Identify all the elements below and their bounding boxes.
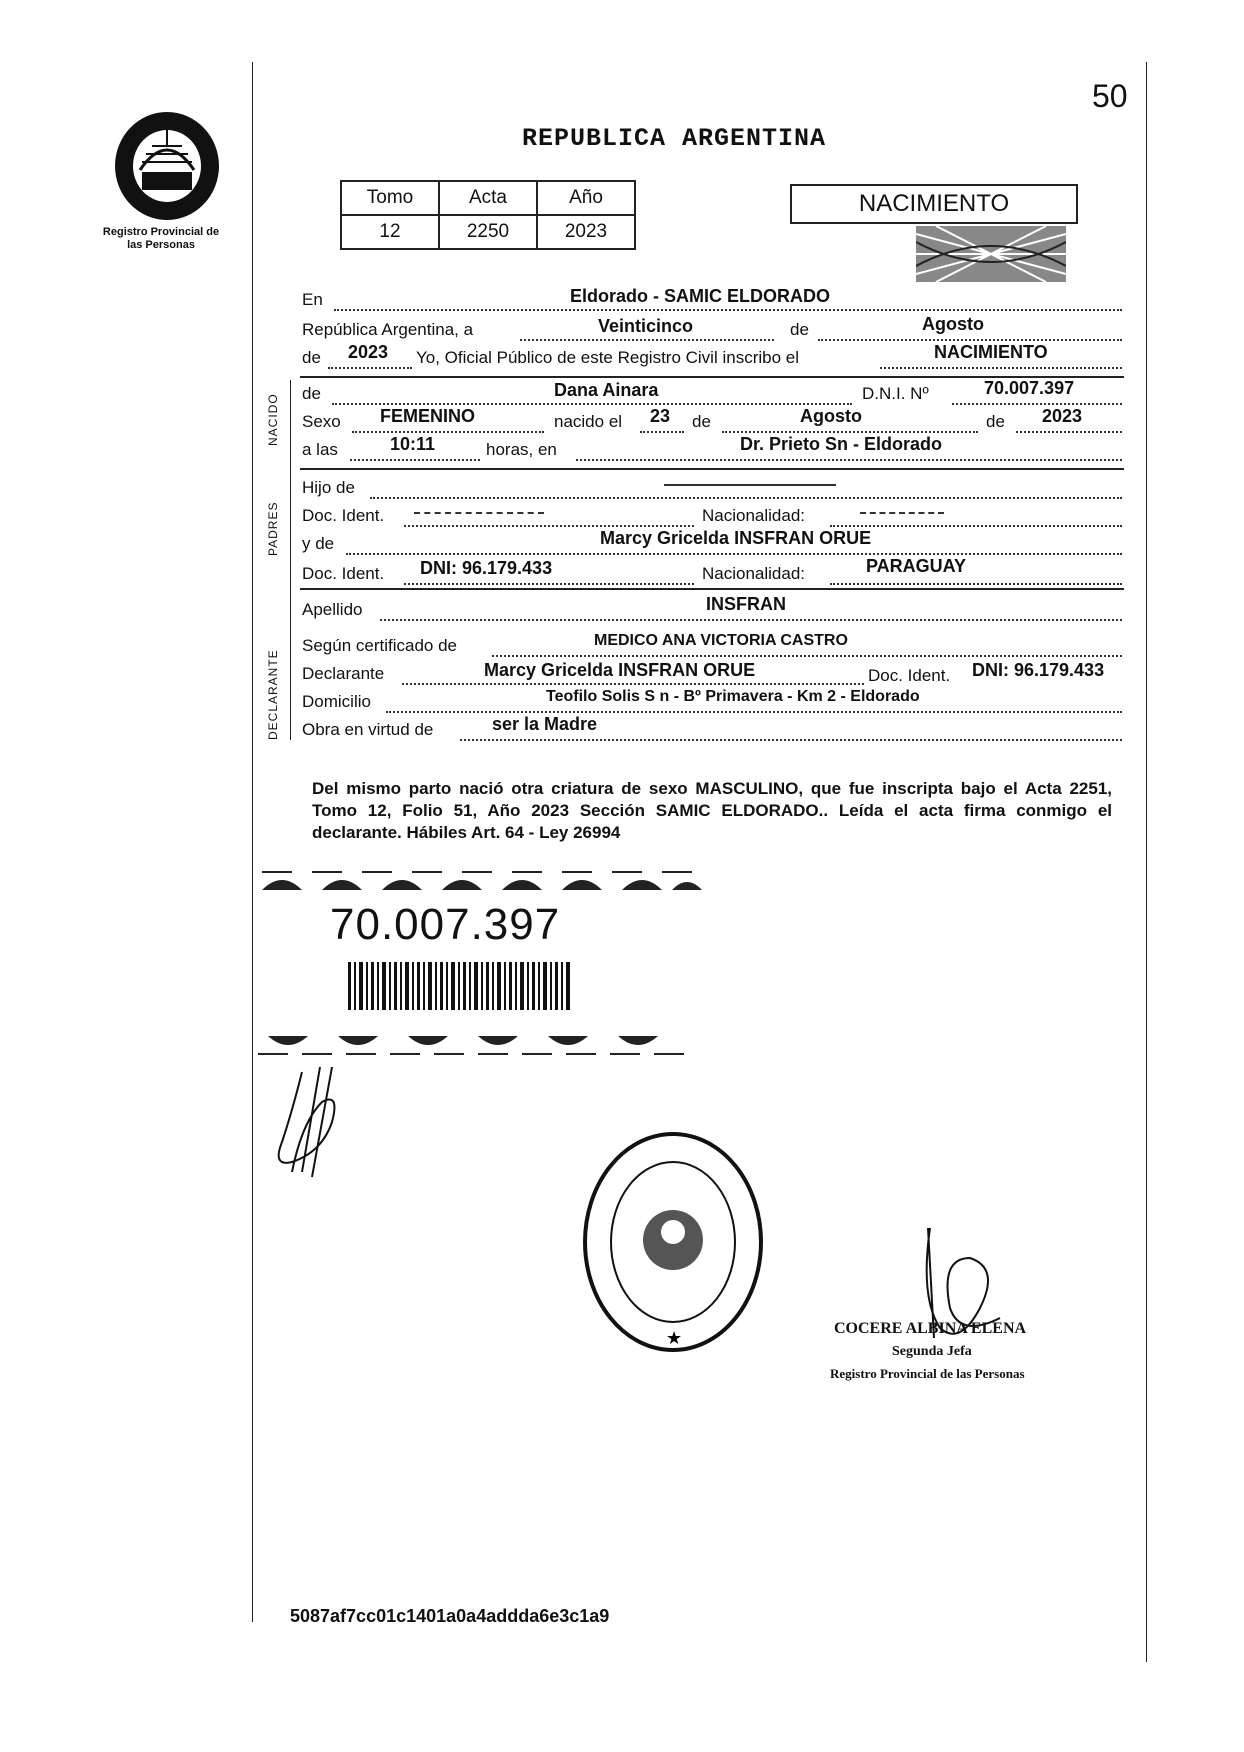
inscribo-value: NACIMIENTO <box>934 342 1048 362</box>
nacido-el-label: nacido el <box>554 412 623 431</box>
intro-year-row: de <box>302 348 321 367</box>
record-type-box: NACIMIENTO <box>790 184 1078 224</box>
padres-section-label: PADRES <box>266 501 280 556</box>
province-logo-icon <box>112 110 222 222</box>
intro-year-value: 2023 <box>348 342 389 362</box>
domicilio-value: Teofilo Solis S n - Bº Primavera - Km 2 - Eldorado <box>546 688 920 705</box>
value-tomo: 12 <box>341 215 439 249</box>
nacionalidad-1-label: Nacionalidad: <box>702 506 806 525</box>
en-value: Eldorado - SAMIC ELDORADO <box>570 286 830 306</box>
birth-day-value: 23 <box>650 406 671 426</box>
nacionalidad-2-label: Nacionalidad: <box>702 564 806 583</box>
header-ano: Año <box>537 181 635 215</box>
sexo-value: FEMENINO <box>380 406 476 426</box>
declarante-doc-value: DNI: 96.179.433 <box>972 660 1105 680</box>
nacido-de2-label: de <box>692 412 711 431</box>
header-acta: Acta <box>439 181 537 215</box>
doc-ident-1-label: Doc. Ident. <box>302 506 385 525</box>
signatory-role: Segunda Jefa <box>892 1344 972 1359</box>
mother-nationality-value: PARAGUAY <box>866 556 967 576</box>
redacted-doc-line <box>414 512 544 514</box>
sexo-label: Sexo <box>302 412 341 431</box>
y-de-label: y de <box>302 534 335 553</box>
left-margin-line <box>252 62 253 1622</box>
birth-year-value: 2023 <box>1042 406 1083 426</box>
page-title: REPUBLICA ARGENTINA <box>522 124 827 153</box>
nacido-de-label: de <box>302 384 321 403</box>
registry-label: Registro Provincial de las Personas <box>102 226 220 251</box>
certificado-label: Según certificado de <box>302 636 457 655</box>
svg-text:★: ★ <box>666 1328 683 1349</box>
record-table <box>340 180 636 250</box>
birth-place-value: Dr. Prieto Sn - Eldorado <box>740 434 943 454</box>
declarante-label: Declarante <box>302 664 385 683</box>
header-tomo: Tomo <box>341 181 439 215</box>
signatory-name: COCERE ALBINA ELENA <box>834 1320 1027 1337</box>
page-number: 50 <box>1092 78 1128 114</box>
stamp-number: 70.007.397 <box>330 900 561 949</box>
value-acta: 2250 <box>439 215 537 249</box>
day-value: Veinticinco <box>598 316 694 336</box>
mother-doc-value: DNI: 96.179.433 <box>420 558 553 578</box>
obra-value: ser la Madre <box>492 714 598 734</box>
apellido-label: Apellido <box>302 600 363 619</box>
value-ano: 2023 <box>537 215 635 249</box>
dni-label: D.N.I. Nº <box>862 384 929 403</box>
inscribo-text: Yo, Oficial Público de este Registro Civil inscribo el <box>416 348 799 367</box>
hijo-de-label: Hijo de <box>302 478 355 497</box>
security-pattern-icon <box>916 226 1066 282</box>
signatory-office: Registro Provincial de las Personas <box>830 1366 1025 1381</box>
delegation-seal-icon <box>580 1128 766 1356</box>
official-signature-icon <box>262 1062 372 1182</box>
dni-value: 70.007.397 <box>984 378 1075 398</box>
a-las-label: a las <box>302 440 338 459</box>
certificado-value: MEDICO ANA VICTORIA CASTRO <box>594 632 848 649</box>
horas-en-label: horas, en <box>486 440 557 459</box>
right-margin-line <box>1146 62 1147 1662</box>
additional-note: Del mismo parto nació otra criatura de sexo MASCULINO, que fue inscripta bajo el Acta 2251, Tomo 12, Folio 51, Año 2023 Sección SAMIC ELDORADO.. Leída el acta firma conmigo el declarante. Hábiles Art. 64 - Ley 26994 <box>312 779 1112 842</box>
birth-month-value: Agosto <box>800 406 862 426</box>
baby-name-value: Dana Ainara <box>554 380 659 400</box>
intro-republica-row: República Argentina, a <box>302 320 474 339</box>
domicilio-label: Domicilio <box>302 692 371 711</box>
stamp-border-bottom-icon <box>258 1028 698 1058</box>
doc-ident-2-label: Doc. Ident. <box>302 564 385 583</box>
document-hash: 5087af7cc01c1401a0a4addda6e3c1a9 <box>290 1606 610 1626</box>
apellido-value: INSFRAN <box>706 594 786 614</box>
birth-time-value: 10:11 <box>390 434 436 454</box>
mother-name-value: Marcy Gricelda INSFRAN ORUE <box>600 528 872 548</box>
declarante-section-label: DECLARANTE <box>266 649 280 740</box>
obra-label: Obra en virtud de <box>302 720 434 739</box>
declarante-value: Marcy Gricelda INSFRAN ORUE <box>484 660 756 680</box>
declarante-doc-label: Doc. Ident. <box>868 666 951 685</box>
en-label: En <box>302 290 323 309</box>
de-label: de <box>790 320 809 339</box>
nacido-de3-label: de <box>986 412 1005 431</box>
redacted-nationality-line <box>860 512 944 514</box>
redacted-father-line <box>664 484 836 486</box>
barcode-icon <box>348 962 570 1010</box>
nacido-section-label: NACIDO <box>266 393 280 446</box>
section-divider-line <box>290 380 291 740</box>
intro-en-row <box>302 290 323 318</box>
month-value: Agosto <box>922 314 984 334</box>
